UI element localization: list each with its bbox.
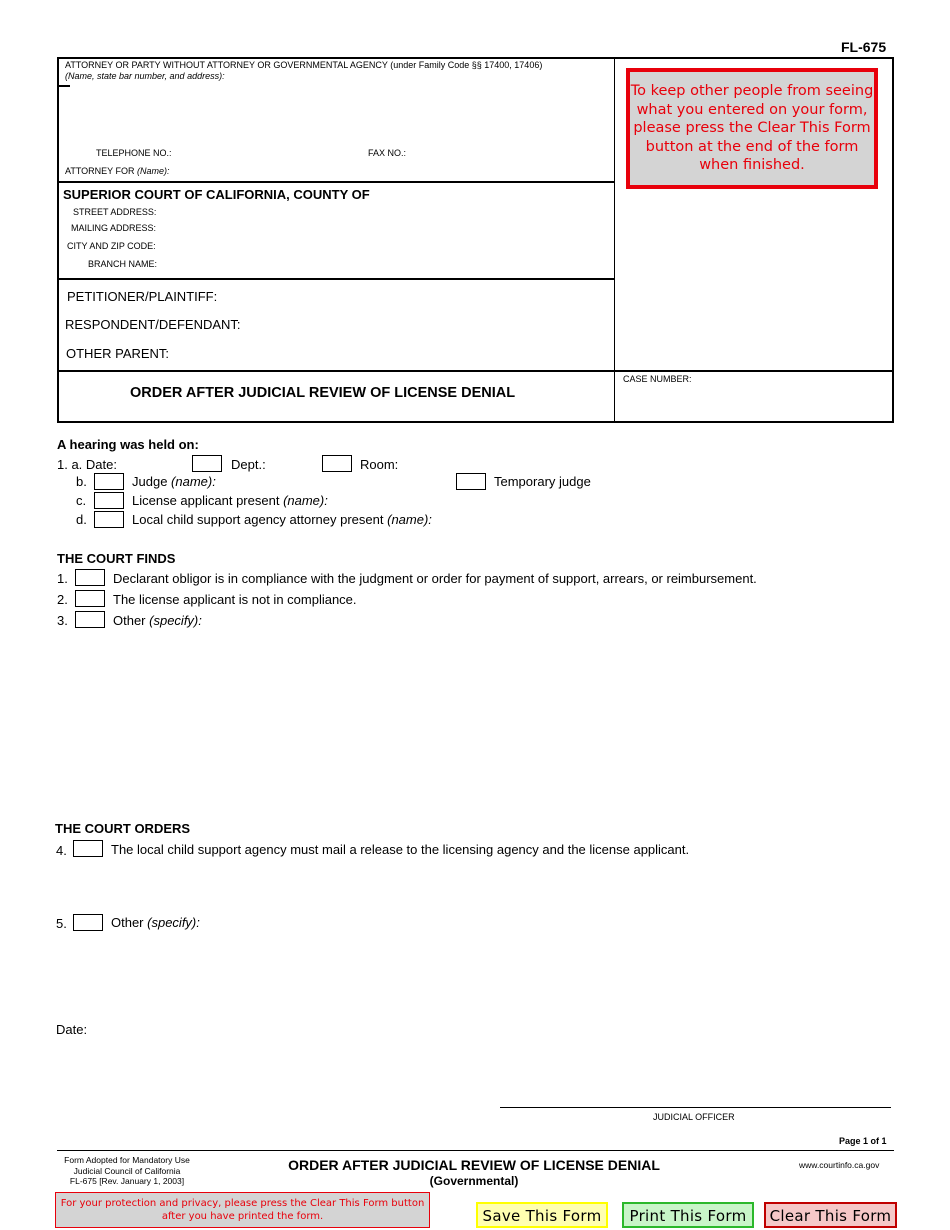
dept-label: Dept.: bbox=[231, 457, 266, 472]
finding-3-specify-field[interactable] bbox=[113, 630, 893, 810]
applicant-present-field[interactable] bbox=[94, 492, 124, 509]
print-privacy-notice: For your protection and privacy, please press the Clear This Form button after you have printed the form. bbox=[55, 1192, 430, 1228]
order-5-checkbox[interactable] bbox=[73, 914, 103, 931]
court-section-rule bbox=[58, 181, 614, 183]
respondent-label: RESPONDENT/DEFENDANT: bbox=[65, 317, 241, 332]
finding-3-label: Other (specify): bbox=[113, 613, 202, 628]
attorney-heading: ATTORNEY OR PARTY WITHOUT ATTORNEY OR GOVERNMENTAL AGENCY (under Family Code §§ 17400, 17406) bbox=[65, 60, 543, 70]
hearing-date-field[interactable] bbox=[192, 455, 222, 472]
room-label: Room: bbox=[360, 457, 399, 472]
attorney-name-field[interactable] bbox=[66, 88, 610, 144]
court-finds-heading: THE COURT FINDS bbox=[57, 551, 176, 566]
judicial-officer-label: JUDICIAL OFFICER bbox=[653, 1112, 735, 1122]
privacy-notice: To keep other people from seeing what you entered on your form, please press the Clear This Form button at the end of the form when finished. bbox=[626, 68, 878, 189]
attorney-for-label: ATTORNEY FOR (Name): bbox=[65, 166, 170, 176]
telephone-label: TELEPHONE NO.: bbox=[96, 148, 172, 158]
mailing-address-field[interactable] bbox=[165, 220, 605, 234]
court-heading: SUPERIOR COURT OF CALIFORNIA, COUNTY OF bbox=[63, 187, 370, 202]
form-number: FL-675 bbox=[841, 39, 887, 55]
room-field[interactable] bbox=[405, 455, 525, 472]
order-4-number: 4. bbox=[56, 843, 67, 858]
order-5-number: 5. bbox=[56, 916, 67, 931]
city-zip-field[interactable] bbox=[165, 238, 605, 252]
temporary-judge-checkbox[interactable] bbox=[456, 473, 486, 490]
adopted-line-1: Form Adopted for Mandatory Use bbox=[64, 1155, 190, 1165]
footer-subtitle: (Governmental) bbox=[429, 1174, 519, 1188]
finding-2-checkbox[interactable] bbox=[75, 590, 105, 607]
street-address-field[interactable] bbox=[165, 204, 605, 218]
footer-website: www.courtinfo.ca.gov bbox=[799, 1160, 880, 1170]
judge-field[interactable] bbox=[94, 473, 124, 490]
respondent-field[interactable] bbox=[240, 315, 610, 331]
agency-letter: d. bbox=[76, 512, 87, 527]
footer-rule bbox=[57, 1150, 894, 1151]
finding-1-text: Declarant obligor is in compliance with the judgment or order for payment of support, arrears, or reimbursement. bbox=[113, 571, 757, 586]
print-form-button[interactable]: Print This Form bbox=[622, 1202, 754, 1228]
case-number-label: CASE NUMBER: bbox=[623, 374, 692, 384]
date-field[interactable] bbox=[96, 1020, 296, 1036]
save-form-button[interactable]: Save This Form bbox=[476, 1202, 608, 1228]
judge-label: Judge (name): bbox=[132, 474, 216, 489]
form-adopted-note bbox=[57, 1155, 197, 1187]
finding-1-checkbox[interactable] bbox=[75, 569, 105, 586]
temporary-judge-label: Temporary judge bbox=[494, 474, 591, 489]
adopted-line-2: Judicial Council of California bbox=[73, 1165, 181, 1176]
other-parent-field[interactable] bbox=[172, 344, 610, 360]
branch-name-field[interactable] bbox=[165, 256, 605, 270]
finding-1-number: 1. bbox=[57, 571, 68, 586]
court-orders-heading: THE COURT ORDERS bbox=[55, 821, 191, 836]
applicant-present-label: License applicant present (name): bbox=[132, 493, 328, 508]
hearing-heading: A hearing was held on: bbox=[57, 437, 199, 452]
attorney-for-field[interactable] bbox=[180, 163, 610, 177]
date-label: Date: bbox=[56, 1022, 88, 1037]
street-address-label: STREET ADDRESS: bbox=[73, 207, 157, 217]
finding-3-checkbox[interactable] bbox=[75, 611, 105, 628]
mailing-address-label: MAILING ADDRESS: bbox=[71, 223, 157, 233]
hearing-date-label: 1. a. Date: bbox=[57, 457, 117, 472]
order-5-label: Other (specify): bbox=[111, 915, 200, 930]
attorney-field-mark bbox=[58, 85, 70, 87]
signature-line bbox=[500, 1107, 891, 1108]
order-4-checkbox[interactable] bbox=[73, 840, 103, 857]
agency-attorney-label: Local child support agency attorney present (name): bbox=[132, 512, 432, 527]
attorney-subheading: (Name, state bar number, and address): bbox=[65, 71, 225, 81]
fax-label: FAX NO.: bbox=[368, 148, 407, 158]
city-zip-label: CITY AND ZIP CODE: bbox=[67, 241, 156, 251]
fax-field[interactable] bbox=[412, 145, 607, 159]
applicant-letter: c. bbox=[76, 493, 87, 508]
order-5-specify-field[interactable] bbox=[111, 933, 891, 1013]
finding-3-number: 3. bbox=[57, 613, 68, 628]
telephone-field[interactable] bbox=[180, 145, 360, 159]
order-4-text: The local child support agency must mail a release to the licensing agency and the license applicant. bbox=[111, 842, 690, 857]
title-section-rule bbox=[58, 370, 893, 372]
dept-field[interactable] bbox=[322, 455, 352, 472]
judge-letter: b. bbox=[76, 474, 87, 489]
finding-2-number: 2. bbox=[57, 592, 68, 607]
caption-divider bbox=[614, 58, 615, 422]
page-number: Page 1 of 1 bbox=[839, 1136, 887, 1146]
petitioner-label: PETITIONER/PLAINTIFF: bbox=[67, 289, 218, 304]
branch-name-label: BRANCH NAME: bbox=[88, 259, 158, 269]
parties-section-rule bbox=[58, 278, 614, 280]
agency-attorney-field[interactable] bbox=[94, 511, 124, 528]
footer-title: ORDER AFTER JUDICIAL REVIEW OF LICENSE DENIAL bbox=[288, 1157, 660, 1173]
form-title: ORDER AFTER JUDICIAL REVIEW OF LICENSE DENIAL bbox=[130, 385, 516, 401]
clear-form-button[interactable]: Clear This Form bbox=[764, 1202, 897, 1228]
other-parent-label: OTHER PARENT: bbox=[66, 346, 170, 361]
case-number-field[interactable] bbox=[623, 388, 888, 416]
adopted-line-3: FL-675 [Rev. January 1, 2003] bbox=[69, 1176, 185, 1186]
petitioner-field[interactable] bbox=[215, 287, 610, 303]
finding-2-text: The license applicant is not in compliance. bbox=[113, 592, 357, 607]
